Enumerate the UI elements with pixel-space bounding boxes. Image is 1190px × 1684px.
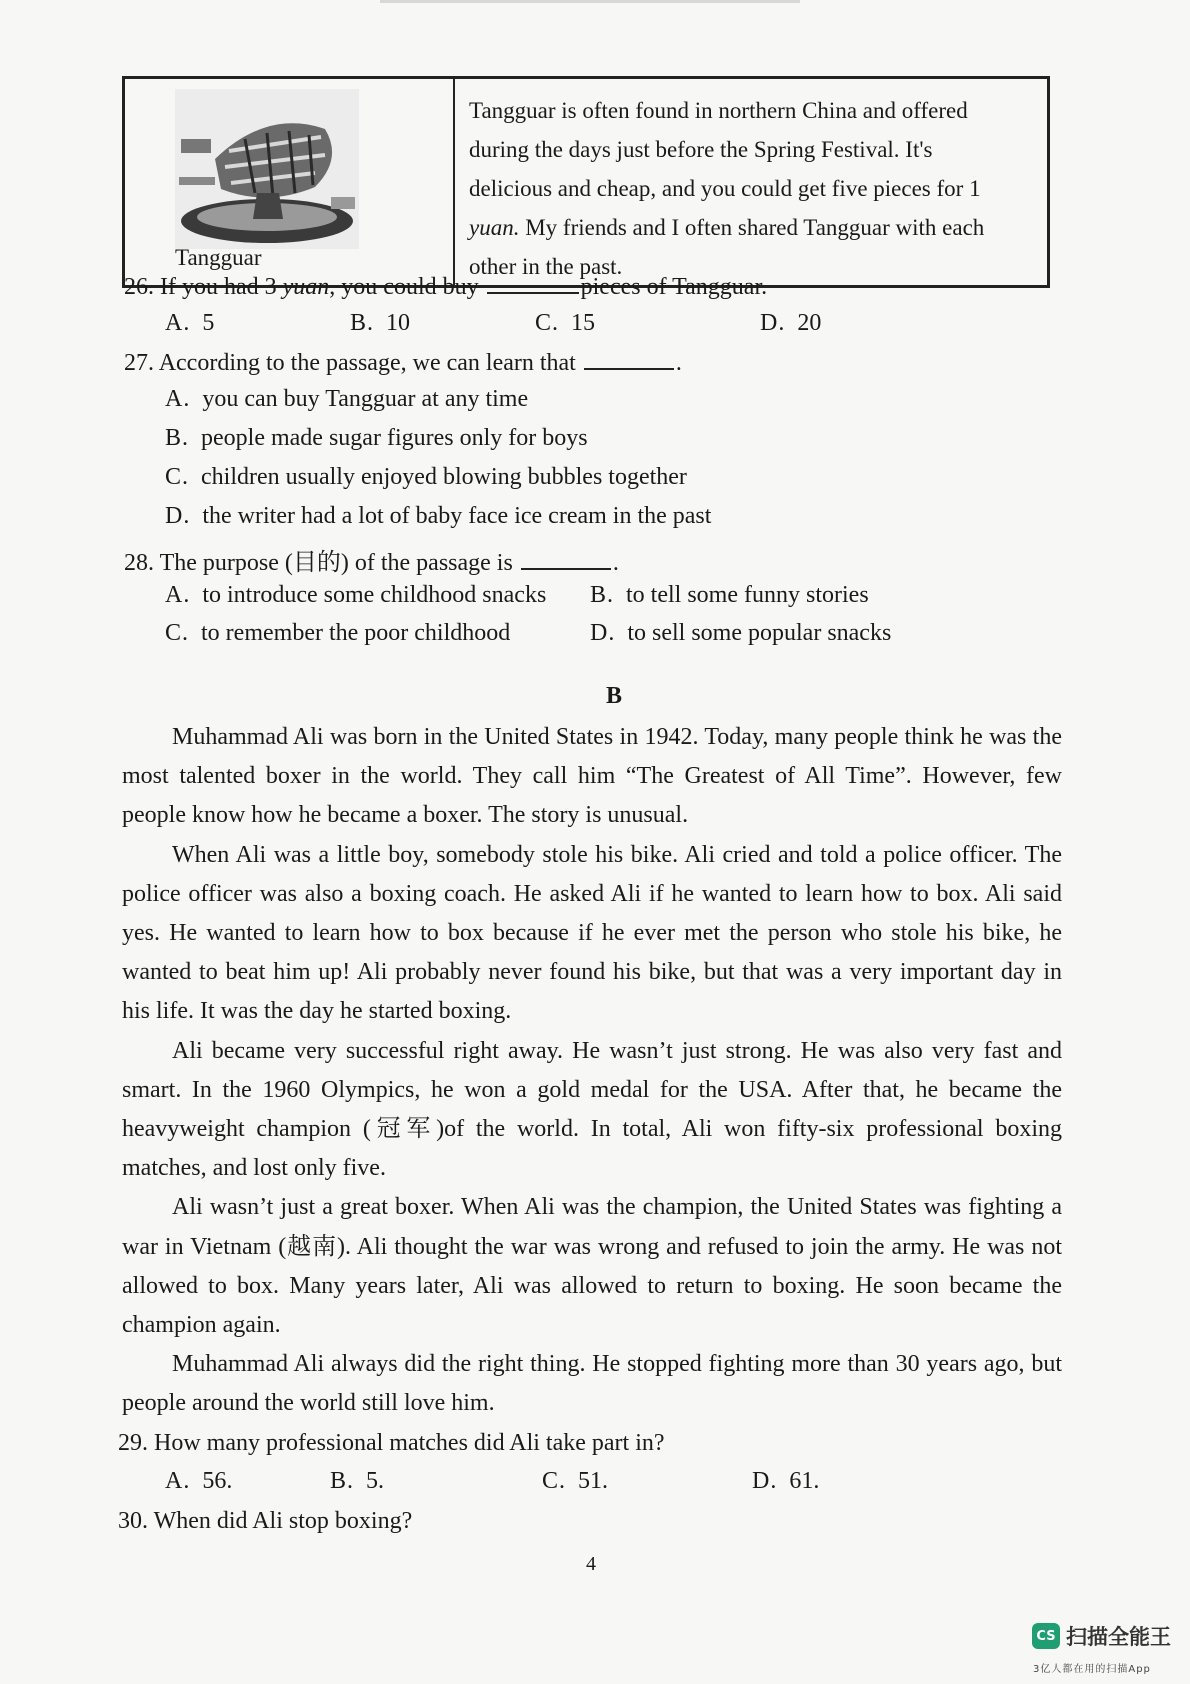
option-text: the writer had a lot of baby face ice cream in the past [202, 503, 712, 529]
passage-paragraph: Ali became very successful right away. He wasn’t just strong. He was also very fast and smart. In the 1960 Olympics, he won a gold medal for the USA. After that, he became the heavyweight champion (冠军)of the world. In total, Ali won fifty-six professional boxing matches, and lost only five. [122, 1037, 1062, 1182]
question-stem-part: , you could buy [329, 274, 479, 300]
option-c [165, 620, 510, 647]
option-c [165, 464, 687, 491]
passage-paragraph: Muhammad Ali was born in the United States in 1942. Today, many people think he was the most talented boxer in the world. They call him “The Greatest of All Time”. However, few people know how he became a boxer. The story is unusual. [122, 724, 1062, 829]
question-stem: When did Ali stop boxing? [153, 1508, 413, 1534]
option-d [752, 1468, 819, 1495]
option-text: 10 [386, 310, 411, 336]
snack-description [455, 79, 1047, 285]
option-text: 5 [202, 310, 215, 336]
option-c [535, 310, 595, 337]
option-letter: D. [752, 1468, 778, 1494]
description-line-text: My friends and I often shared Tangguar with each [519, 215, 985, 240]
question-number: 29. [118, 1430, 148, 1456]
page-number: 4 [586, 1553, 596, 1575]
scanner-watermark [1032, 1621, 1171, 1651]
photo-caption: Tangguar [175, 245, 262, 270]
option-text: 5. [366, 1468, 385, 1494]
option-text: to remember the poor childhood [201, 620, 511, 646]
passage-paragraph: Ali wasn’t just a great boxer. When Ali was the champion, the United States was fighting a war in Vietnam (越南). Ali thought the war was wrong and refused to join the army. He was not allowed to box. Many years later, Ali was allowed to return to boxing. He soon became the champion again. [122, 1194, 1062, 1339]
option-d [590, 620, 891, 647]
option-letter: B. [330, 1468, 355, 1494]
option-letter: B. [165, 425, 190, 451]
question-stem: According to the passage, we can learn that [158, 350, 576, 376]
option-a [165, 310, 214, 337]
option-text: to tell some funny stories [626, 582, 869, 608]
option-b [590, 582, 869, 609]
tangguar-photo [175, 89, 359, 249]
question-29 [118, 1430, 665, 1457]
yuan-word: yuan. [469, 215, 520, 240]
option-letter: B. [590, 582, 615, 608]
option-letter: A. [165, 310, 191, 336]
option-letter: C. [165, 620, 190, 646]
answer-blank [521, 548, 611, 570]
question-end: . [675, 350, 682, 376]
option-letter: C. [165, 464, 190, 490]
description-line: other in the past. [469, 254, 623, 279]
question-number: 27. [124, 350, 154, 376]
option-text: 51. [578, 1468, 609, 1494]
option-text: to introduce some childhood snacks [202, 582, 547, 608]
option-a [165, 386, 528, 413]
answer-blank [487, 272, 579, 294]
reading-passage [122, 718, 1062, 1424]
option-text: you can buy Tangguar at any time [202, 386, 529, 412]
passage-paragraph: Muhammad Ali always did the right thing. He stopped fighting more than 30 years ago, but people around the world still love him. [122, 1351, 1062, 1417]
camscanner-logo-icon: CS [1032, 1623, 1060, 1649]
option-letter: D. [760, 310, 786, 336]
question-stem: The purpose (目的) of the passage is [159, 550, 513, 576]
question-30 [118, 1508, 412, 1535]
description-line: during the days just before the Spring Festival. It's [469, 137, 933, 162]
option-letter: C. [535, 310, 560, 336]
option-text: to sell some popular snacks [627, 620, 892, 646]
question-number: 30. [118, 1508, 148, 1534]
option-text: people made sugar figures only for boys [201, 425, 588, 451]
scan-edge [380, 0, 800, 3]
question-number: 26. [124, 274, 154, 300]
question-26 [124, 272, 767, 301]
yuan-word: yuan [282, 274, 330, 300]
option-letter: D. [590, 620, 616, 646]
option-text: 20 [797, 310, 822, 336]
section-heading: B [606, 683, 623, 709]
question-27 [124, 348, 682, 377]
watermark-name: 扫描全能王 [1066, 1625, 1171, 1649]
option-letter: A. [165, 582, 191, 608]
question-stem: How many professional matches did Ali take part in? [154, 1430, 665, 1456]
option-text: 15 [571, 310, 596, 336]
option-letter: B. [350, 310, 375, 336]
description-line: Tangguar is often found in northern China and offered [469, 98, 968, 123]
answer-blank [584, 348, 674, 370]
option-text: children usually enjoyed blowing bubbles together [201, 464, 687, 490]
option-d [760, 310, 821, 337]
question-end: . [612, 550, 619, 576]
option-letter: A. [165, 1468, 191, 1494]
question-number: 28. [124, 550, 154, 576]
passage-paragraph: When Ali was a little boy, somebody stole his bike. Ali cried and told a police officer. The police officer was also a boxing coach. He asked Ali if he wanted to learn how to box. Ali said yes. He wanted to learn how to box because if he ever met the person who stole his bike, he wanted to beat him up! Ali probably never found his bike, but that was a very important day in his life. It was the day he started boxing. [122, 841, 1062, 1025]
description-line [469, 208, 1035, 247]
snack-image-cell [125, 79, 455, 285]
option-letter: C. [542, 1468, 567, 1494]
option-d [165, 503, 711, 530]
question-28 [124, 542, 619, 577]
option-b [350, 310, 410, 337]
option-a [165, 1468, 232, 1495]
question-stem-part: If you had 3 [160, 274, 283, 300]
option-text: 56. [202, 1468, 233, 1494]
option-c [542, 1468, 608, 1495]
option-a [165, 582, 546, 609]
watermark-tagline: 3亿人都在用的扫描App [1033, 1664, 1151, 1675]
option-b [330, 1468, 384, 1495]
option-letter: A. [165, 386, 191, 412]
option-letter: D. [165, 503, 191, 529]
option-text: 61. [789, 1468, 820, 1494]
description-line: delicious and cheap, and you could get five pieces for 1 [469, 176, 981, 201]
question-stem-part: pieces of Tangguar. [580, 274, 768, 300]
option-b [165, 425, 588, 452]
snack-table [122, 76, 1050, 288]
